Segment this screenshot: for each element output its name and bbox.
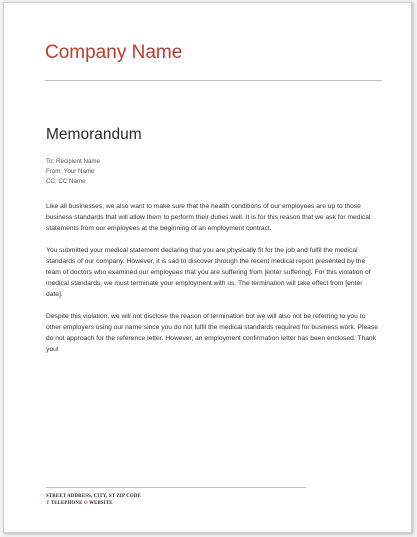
body-paragraph-2: You submitted your medical statement declaring that you are physically fit for the job and fulfil the medical standards of our company. However, it is sad to discover through the recent medical report presented by the team of doctors who examined our employees that you are suffering from [enter suffering]. For this violation of medical standards, we must terminate your employment with us. The termination will take effect from [enter date]. xyxy=(46,246,371,299)
memo-cc: CC: CC Name xyxy=(46,178,86,185)
footer-telephone: TELEPHONE xyxy=(50,501,83,506)
memo-title: Memorandum xyxy=(46,126,142,143)
body-paragraph-1: Like all businesses, we also want to make sure that the health conditions of our employees are up to those business standards that will allow them to perform their duties well. It is for this reason that we ask for medical statements from our employees at the beginning of an employment contract. xyxy=(46,203,371,233)
footer xyxy=(46,493,141,507)
document-page xyxy=(3,2,412,533)
memo-meta xyxy=(46,157,100,187)
footer-divider xyxy=(46,487,306,488)
header-divider xyxy=(45,80,382,81)
memo-to: To: Recipient Name xyxy=(46,158,100,165)
footer-bullet-1: Y xyxy=(46,501,50,506)
company-name: Company Name xyxy=(45,42,183,63)
body-paragraph-3: Despite this violation, we will not disclose the reason of termination but we will also not be referring to you to other employers using our name since you do not fulfil the medical standards required for business work. Please do not approach for the reference letter. However, an employment confirmation letter has been enclosed. Thank you! xyxy=(46,312,378,354)
footer-contact-line xyxy=(46,500,141,507)
footer-address: STREET ADDRESS, CITY, ST ZIP CODE xyxy=(46,494,141,499)
memo-body xyxy=(46,201,381,365)
memo-from: From: Your Name xyxy=(46,168,95,175)
footer-bullet-2: O xyxy=(83,501,88,506)
footer-website: WEBSITE xyxy=(89,501,113,506)
